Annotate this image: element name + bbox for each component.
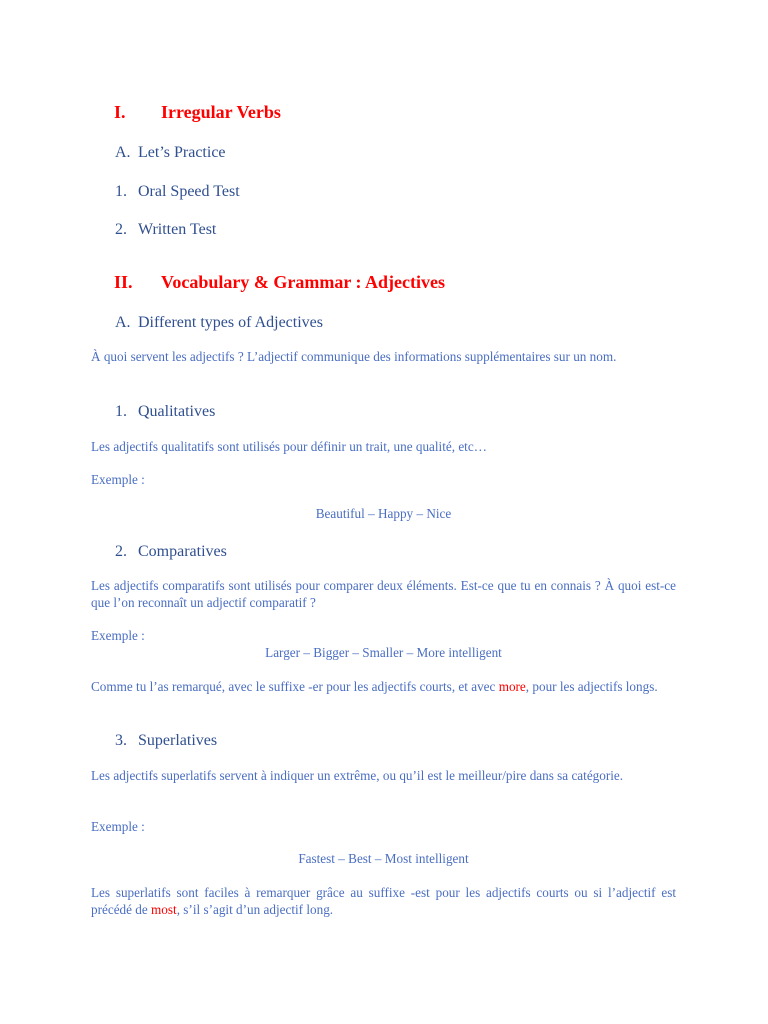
list-item-text: Comparatives [138, 543, 227, 560]
list-item-number: 1. [115, 183, 127, 200]
note-text: Les superlatifs sont faciles à remarquer grâce au suffixe -est pour les adjectifs courts ou si l’adjectif est précédé de [91, 885, 676, 917]
section-title: Vocabulary & Grammar : Adjectives [161, 272, 445, 292]
subheading-letter: A. [115, 144, 131, 161]
subheading-text: Let’s Practice [138, 144, 226, 161]
section-heading-irregular-verbs [114, 101, 281, 123]
list-item-number: 1. [115, 403, 127, 420]
superlatives-example-label: Exemple : [91, 819, 145, 834]
list-item-text: Superlatives [138, 732, 218, 749]
section-heading-vocabulary-grammar [114, 271, 445, 293]
comparatives-note [91, 678, 676, 695]
subheading-qualitatives [115, 402, 215, 422]
superlatives-example: Fastest – Best – Most intelligent [298, 851, 469, 866]
subheading-superlatives [115, 731, 217, 751]
superlatives-description: Les adjectifs superlatifs servent à indiquer un extrême, ou qu’il est le meilleur/pire dans sa catégorie. [91, 768, 624, 783]
list-item-number: 2. [115, 221, 127, 238]
qualitatives-description: Les adjectifs qualitatifs sont utilisés pour définir un trait, une qualité, etc… [91, 439, 487, 454]
highlight-most: most [151, 902, 177, 917]
section-number: I. [114, 102, 126, 122]
section-title: Irregular Verbs [161, 102, 281, 122]
list-item-text: Qualitatives [138, 403, 216, 420]
subheading-letter: A. [115, 314, 131, 331]
subheading-text: Different types of Adjectives [138, 314, 323, 331]
note-text: , s’il s’agit d’un adjectif long. [176, 902, 334, 917]
intro-paragraph: À quoi servent les adjectifs ? L’adjectif communique des informations supplémentaires sur un nom. [91, 349, 617, 364]
list-item-text: Written Test [138, 221, 217, 238]
comparatives-example: Larger – Bigger – Smaller – More intelligent [265, 645, 502, 660]
qualitatives-example-label: Exemple : [91, 472, 145, 487]
list-item-number: 3. [115, 732, 127, 749]
subheading-lets-practice [115, 143, 226, 163]
subheading-comparatives [115, 542, 227, 562]
note-text: , pour les adjectifs longs. [525, 679, 658, 694]
list-item-text: Oral Speed Test [138, 183, 240, 200]
list-item-number: 2. [115, 543, 127, 560]
comparatives-example-label: Exemple : [91, 628, 145, 643]
highlight-more: more [498, 679, 526, 694]
qualitatives-example: Beautiful – Happy – Nice [315, 506, 452, 521]
list-item-written-test [115, 220, 216, 240]
list-item-oral-speed-test [115, 182, 240, 202]
superlatives-note [91, 884, 676, 918]
note-text: Comme tu l’as remarqué, avec le suffixe -er pour les adjectifs courts, et avec [91, 679, 499, 694]
section-number: II. [114, 272, 133, 292]
subheading-types-of-adjectives [115, 313, 323, 333]
comparatives-description: Les adjectifs comparatifs sont utilisés pour comparer deux éléments. Est-ce que tu en connais ? À quoi est-ce que l’on reconnaît un adjectif comparatif ? [91, 578, 676, 610]
